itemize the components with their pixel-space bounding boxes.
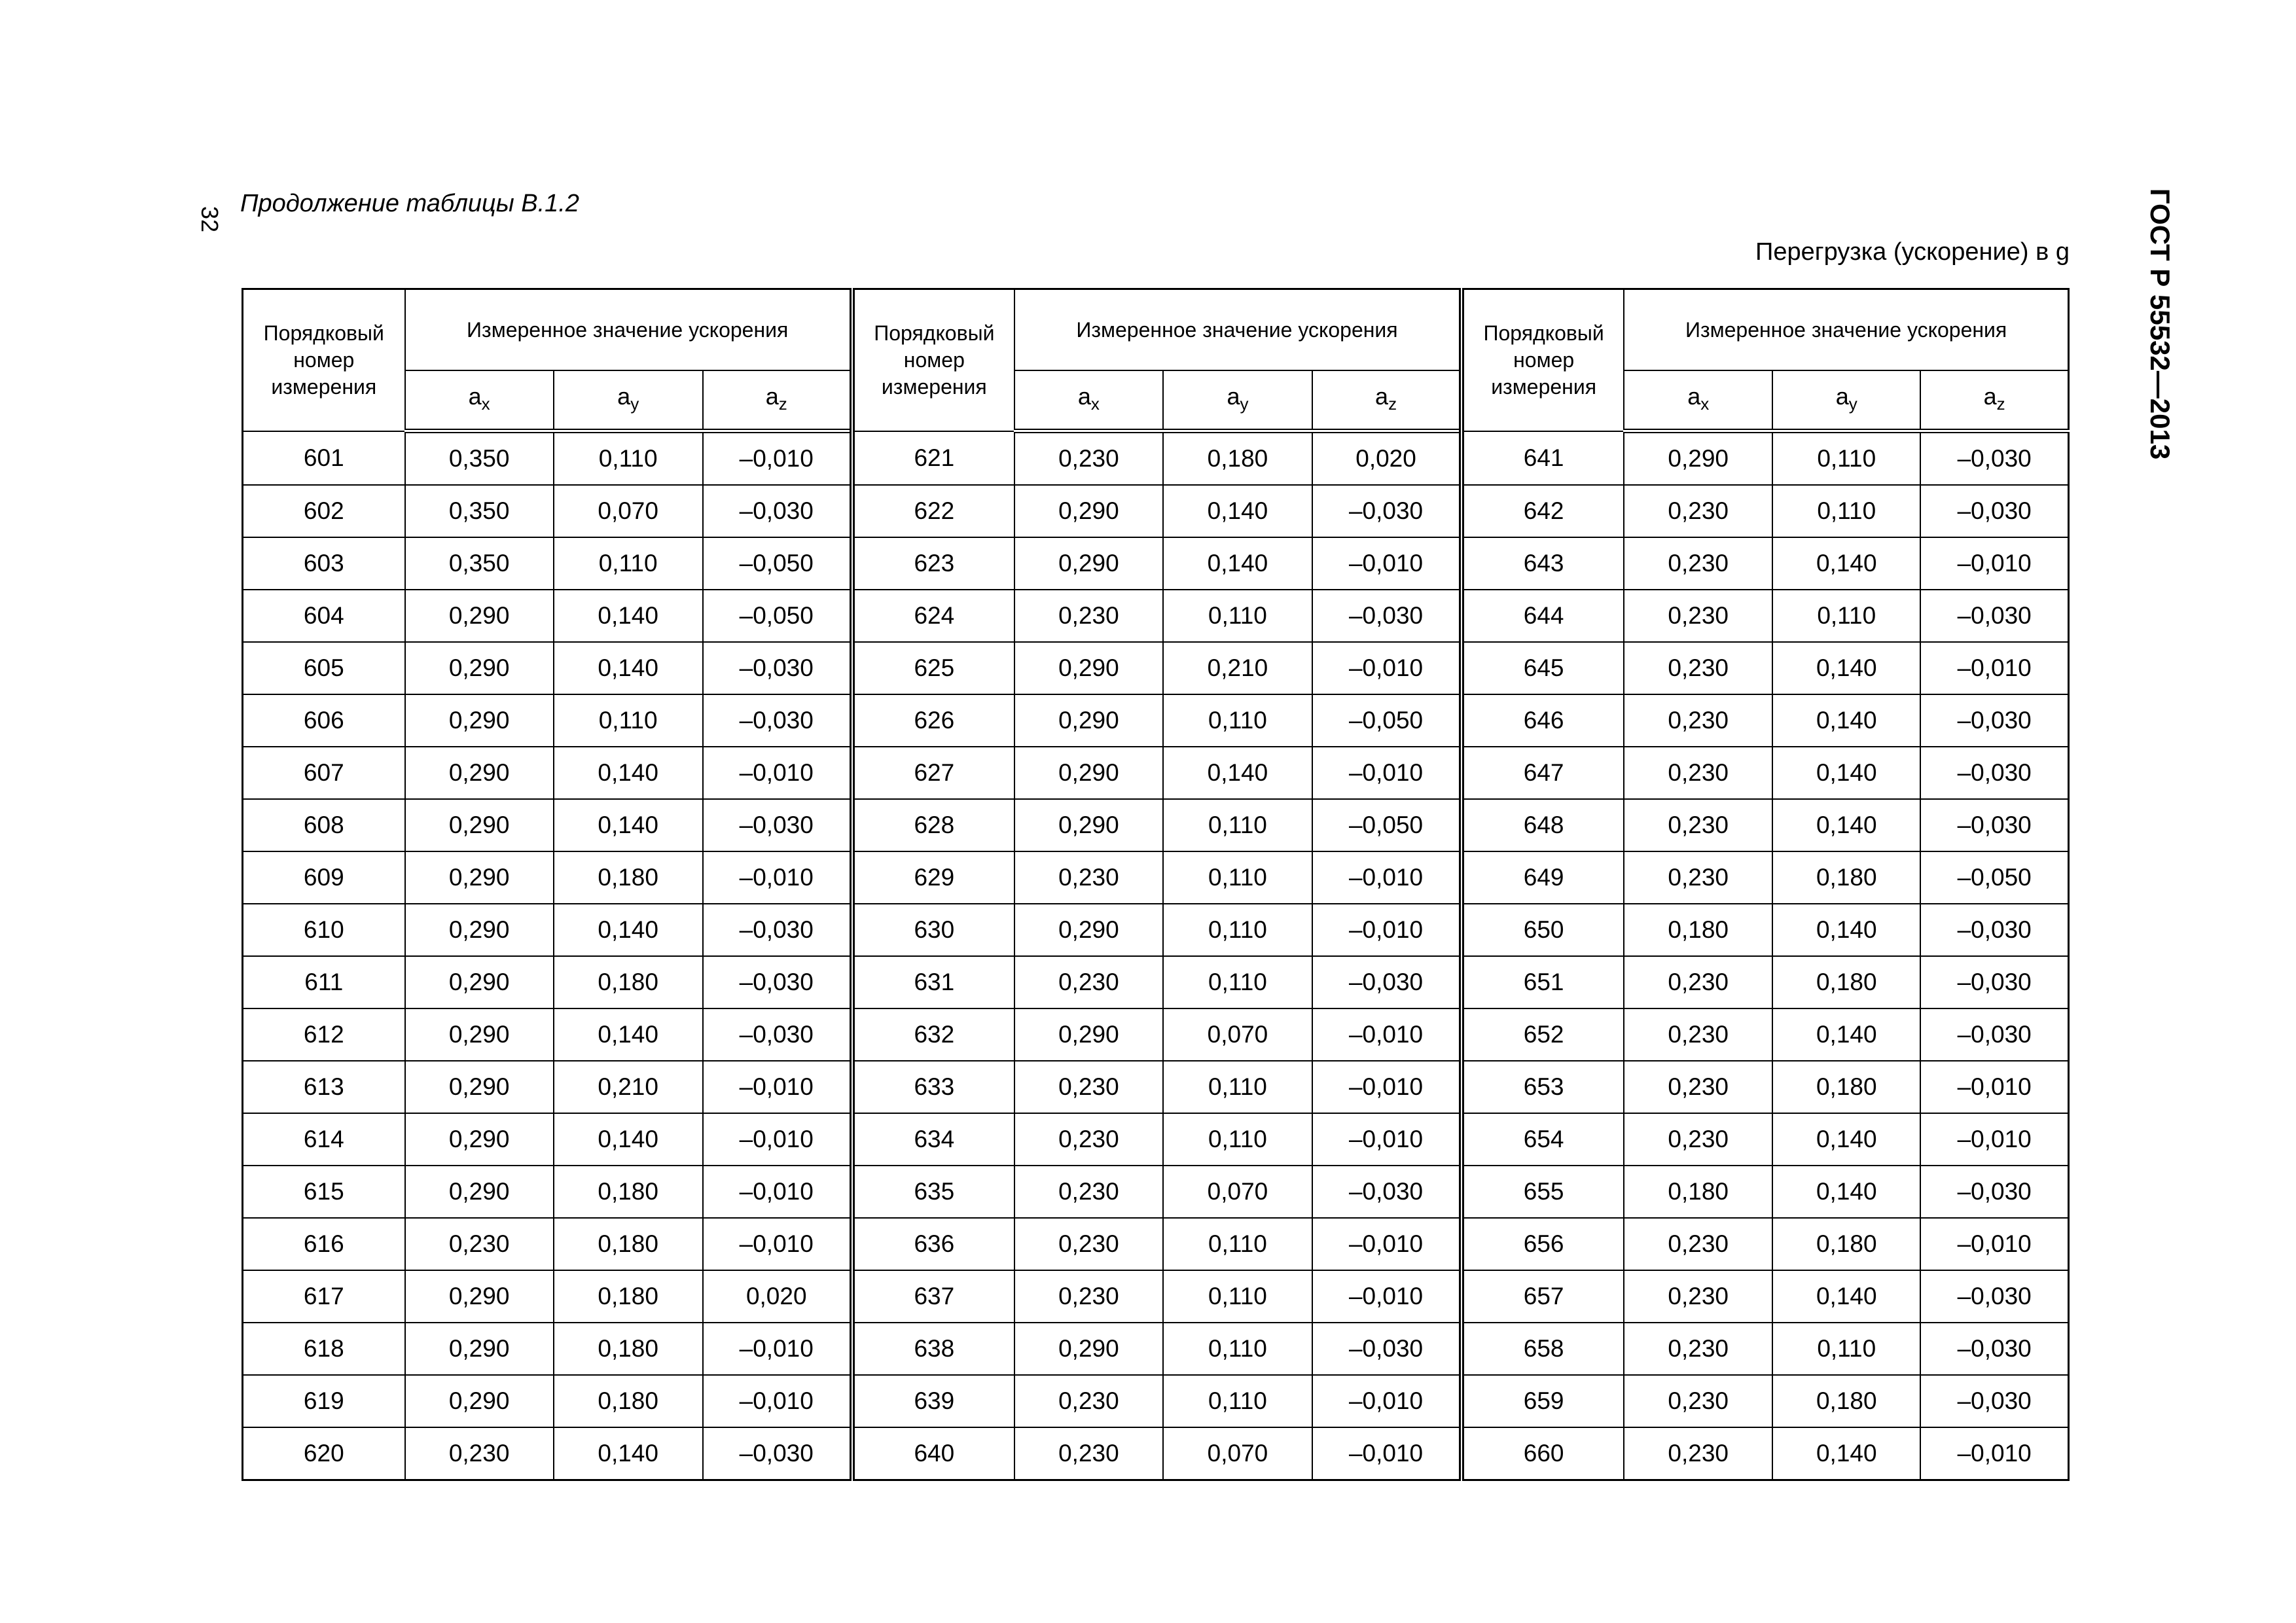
cell-serial-number: 634	[852, 1113, 1014, 1166]
cell-ay: 0,140	[554, 590, 703, 642]
cell-ax: 0,180	[1624, 904, 1772, 956]
header-measured-value: Измеренное значение ускорения	[405, 289, 852, 371]
cell-az: –0,030	[1920, 1375, 2068, 1427]
cell-serial-number: 650	[1462, 904, 1624, 956]
cell-az: –0,010	[1920, 1427, 2068, 1480]
cell-az: –0,030	[1920, 694, 2068, 747]
cell-az: –0,010	[703, 747, 852, 799]
cell-serial-number: 615	[243, 1166, 405, 1218]
cell-az: –0,030	[1920, 956, 2068, 1008]
cell-ay: 0,140	[1772, 642, 1920, 694]
cell-ax: 0,230	[1014, 431, 1163, 486]
header-ay: $a_y$	[554, 370, 703, 431]
cell-ax: 0,230	[1014, 590, 1163, 642]
cell-az: –0,010	[1312, 1061, 1462, 1113]
cell-az: –0,010	[1312, 1427, 1462, 1480]
cell-serial-number: 651	[1462, 956, 1624, 1008]
cell-ay: 0,110	[1772, 431, 1920, 486]
cell-ay: 0,180	[554, 1166, 703, 1218]
cell-az: –0,030	[703, 485, 852, 537]
cell-serial-number: 617	[243, 1270, 405, 1323]
cell-serial-number: 607	[243, 747, 405, 799]
cell-ax: 0,290	[405, 1270, 554, 1323]
cell-ay: 0,210	[1163, 642, 1312, 694]
cell-ay: 0,110	[1772, 590, 1920, 642]
cell-serial-number: 652	[1462, 1008, 1624, 1061]
cell-ax: 0,230	[1624, 485, 1772, 537]
header-ax: $a_x$	[1014, 370, 1163, 431]
cell-az: –0,030	[703, 642, 852, 694]
cell-az: –0,050	[1312, 694, 1462, 747]
header-serial-number: Порядковый номер измерения	[852, 289, 1014, 431]
cell-serial-number: 612	[243, 1008, 405, 1061]
cell-ay: 0,110	[1163, 1061, 1312, 1113]
cell-az: –0,010	[703, 1218, 852, 1270]
cell-serial-number: 604	[243, 590, 405, 642]
cell-ax: 0,230	[405, 1427, 554, 1480]
cell-az: –0,010	[703, 1375, 852, 1427]
cell-az: –0,030	[1312, 1323, 1462, 1375]
cell-ax: 0,290	[1014, 642, 1163, 694]
cell-serial-number: 606	[243, 694, 405, 747]
cell-ax: 0,230	[1624, 1061, 1772, 1113]
cell-serial-number: 603	[243, 537, 405, 590]
cell-ay: 0,140	[554, 799, 703, 851]
cell-ax: 0,230	[1014, 1427, 1163, 1480]
cell-az: –0,030	[1920, 799, 2068, 851]
cell-ay: 0,070	[1163, 1427, 1312, 1480]
cell-ay: 0,140	[1772, 1113, 1920, 1166]
cell-serial-number: 633	[852, 1061, 1014, 1113]
cell-serial-number: 647	[1462, 747, 1624, 799]
cell-az: –0,010	[1312, 1113, 1462, 1166]
cell-ay: 0,140	[1163, 747, 1312, 799]
cell-ay: 0,110	[1163, 694, 1312, 747]
cell-ax: 0,230	[1624, 537, 1772, 590]
cell-ay: 0,210	[554, 1061, 703, 1113]
cell-serial-number: 622	[852, 485, 1014, 537]
cell-ax: 0,290	[1014, 694, 1163, 747]
cell-ay: 0,180	[1772, 956, 1920, 1008]
cell-ay: 0,140	[1772, 1008, 1920, 1061]
cell-ax: 0,230	[1624, 851, 1772, 904]
cell-ay: 0,110	[1772, 485, 1920, 537]
cell-az: –0,010	[1312, 642, 1462, 694]
cell-serial-number: 626	[852, 694, 1014, 747]
cell-az: –0,030	[1920, 431, 2068, 486]
cell-ax: 0,230	[1624, 1270, 1772, 1323]
cell-ax: 0,290	[405, 1008, 554, 1061]
cell-az: –0,050	[703, 537, 852, 590]
cell-ay: 0,140	[554, 1113, 703, 1166]
table-caption: Продолжение таблицы В.1.2	[240, 190, 579, 217]
cell-az: –0,010	[1312, 851, 1462, 904]
cell-serial-number: 637	[852, 1270, 1014, 1323]
cell-ax: 0,230	[1624, 1008, 1772, 1061]
header-ax: $a_x$	[405, 370, 554, 431]
header-ay: $a_y$	[1163, 370, 1312, 431]
cell-az: –0,010	[1920, 1113, 2068, 1166]
cell-serial-number: 605	[243, 642, 405, 694]
cell-ay: 0,110	[1163, 1375, 1312, 1427]
cell-serial-number: 616	[243, 1218, 405, 1270]
acceleration-table	[242, 288, 2070, 1481]
cell-ay: 0,180	[1772, 1218, 1920, 1270]
cell-ax: 0,290	[1014, 1323, 1163, 1375]
cell-az: –0,030	[703, 799, 852, 851]
cell-ay: 0,180	[554, 1323, 703, 1375]
cell-serial-number: 636	[852, 1218, 1014, 1270]
cell-serial-number: 649	[1462, 851, 1624, 904]
cell-ay: 0,180	[554, 1218, 703, 1270]
cell-az: –0,030	[1920, 1323, 2068, 1375]
cell-ax: 0,290	[1014, 485, 1163, 537]
cell-az: –0,010	[1920, 642, 2068, 694]
cell-az: 0,020	[1312, 431, 1462, 486]
table-row	[243, 956, 2069, 1008]
cell-ax: 0,290	[405, 851, 554, 904]
cell-az: –0,030	[1920, 1008, 2068, 1061]
cell-az: –0,030	[1920, 904, 2068, 956]
table-row	[243, 537, 2069, 590]
table-row	[243, 747, 2069, 799]
cell-ax: 0,230	[1624, 642, 1772, 694]
cell-az: –0,010	[1312, 904, 1462, 956]
cell-ax: 0,290	[405, 1375, 554, 1427]
cell-ax: 0,230	[1014, 1166, 1163, 1218]
cell-serial-number: 638	[852, 1323, 1014, 1375]
cell-ay: 0,110	[554, 537, 703, 590]
cell-serial-number: 619	[243, 1375, 405, 1427]
cell-ay: 0,140	[1163, 485, 1312, 537]
cell-ax: 0,290	[1014, 799, 1163, 851]
cell-serial-number: 645	[1462, 642, 1624, 694]
table-header	[243, 289, 2069, 431]
table-row	[243, 851, 2069, 904]
cell-ax: 0,290	[1014, 537, 1163, 590]
cell-ax: 0,290	[405, 1061, 554, 1113]
cell-az: –0,030	[1312, 1166, 1462, 1218]
cell-ay: 0,110	[1163, 956, 1312, 1008]
cell-ax: 0,290	[405, 590, 554, 642]
cell-ay: 0,140	[1772, 1270, 1920, 1323]
cell-az: –0,030	[1920, 590, 2068, 642]
cell-ax: 0,230	[1624, 1427, 1772, 1480]
cell-serial-number: 659	[1462, 1375, 1624, 1427]
cell-ay: 0,180	[1772, 851, 1920, 904]
table-row	[243, 1270, 2069, 1323]
cell-ay: 0,180	[1163, 431, 1312, 486]
cell-ay: 0,180	[1772, 1375, 1920, 1427]
cell-az: –0,010	[703, 1061, 852, 1113]
cell-az: –0,010	[1312, 1270, 1462, 1323]
table-row	[243, 1427, 2069, 1480]
cell-ay: 0,110	[1163, 590, 1312, 642]
cell-az: –0,010	[1312, 537, 1462, 590]
cell-ax: 0,350	[405, 485, 554, 537]
page-number: 32	[196, 205, 223, 233]
cell-az: –0,010	[1312, 1375, 1462, 1427]
table-row	[243, 1008, 2069, 1061]
cell-ax: 0,350	[405, 431, 554, 486]
cell-serial-number: 627	[852, 747, 1014, 799]
cell-az: –0,030	[703, 904, 852, 956]
cell-serial-number: 655	[1462, 1166, 1624, 1218]
cell-ay: 0,140	[1163, 537, 1312, 590]
cell-az: –0,010	[1920, 1218, 2068, 1270]
cell-ax: 0,290	[405, 1323, 554, 1375]
cell-serial-number: 635	[852, 1166, 1014, 1218]
cell-serial-number: 656	[1462, 1218, 1624, 1270]
cell-ax: 0,230	[1014, 1218, 1163, 1270]
cell-ay: 0,110	[1163, 1270, 1312, 1323]
cell-serial-number: 643	[1462, 537, 1624, 590]
cell-ax: 0,290	[1624, 431, 1772, 486]
cell-ay: 0,110	[1163, 799, 1312, 851]
cell-ax: 0,290	[1014, 904, 1163, 956]
units-note: Перегрузка (ускорение) в g	[1755, 238, 2070, 266]
cell-az: –0,050	[1312, 799, 1462, 851]
cell-ax: 0,230	[1624, 956, 1772, 1008]
cell-az: –0,030	[703, 1008, 852, 1061]
cell-ax: 0,230	[1624, 590, 1772, 642]
cell-ay: 0,140	[554, 904, 703, 956]
cell-az: –0,010	[703, 851, 852, 904]
cell-az: –0,030	[1312, 956, 1462, 1008]
cell-serial-number: 642	[1462, 485, 1624, 537]
cell-serial-number: 618	[243, 1323, 405, 1375]
cell-serial-number: 609	[243, 851, 405, 904]
cell-ax: 0,230	[1014, 851, 1163, 904]
table-body	[243, 431, 2069, 1480]
cell-az: –0,050	[1920, 851, 2068, 904]
cell-ay: 0,110	[1772, 1323, 1920, 1375]
header-az: $a_z$	[1920, 370, 2068, 431]
cell-serial-number: 644	[1462, 590, 1624, 642]
standard-designation: ГОСТ Р 55532—2013	[2145, 188, 2176, 460]
cell-ay: 0,070	[1163, 1166, 1312, 1218]
table-row	[243, 1166, 2069, 1218]
cell-serial-number: 648	[1462, 799, 1624, 851]
cell-ay: 0,140	[554, 642, 703, 694]
cell-serial-number: 628	[852, 799, 1014, 851]
cell-ay: 0,140	[1772, 537, 1920, 590]
cell-az: –0,010	[1920, 1061, 2068, 1113]
cell-ay: 0,140	[1772, 904, 1920, 956]
cell-az: –0,030	[1920, 747, 2068, 799]
cell-ay: 0,180	[554, 956, 703, 1008]
cell-serial-number: 646	[1462, 694, 1624, 747]
table-row	[243, 1061, 2069, 1113]
table-row	[243, 590, 2069, 642]
cell-ax: 0,230	[1014, 1375, 1163, 1427]
cell-ax: 0,290	[405, 904, 554, 956]
cell-serial-number: 660	[1462, 1427, 1624, 1480]
cell-serial-number: 625	[852, 642, 1014, 694]
cell-ax: 0,230	[1624, 799, 1772, 851]
cell-ay: 0,140	[1772, 694, 1920, 747]
cell-az: –0,030	[1312, 590, 1462, 642]
cell-ax: 0,290	[405, 799, 554, 851]
cell-serial-number: 630	[852, 904, 1014, 956]
cell-az: –0,010	[1312, 1008, 1462, 1061]
cell-ax: 0,290	[405, 694, 554, 747]
cell-serial-number: 623	[852, 537, 1014, 590]
header-az: $a_z$	[703, 370, 852, 431]
cell-az: –0,010	[1312, 1218, 1462, 1270]
cell-ax: 0,230	[405, 1218, 554, 1270]
cell-ax: 0,230	[1624, 1375, 1772, 1427]
table-row	[243, 1323, 2069, 1375]
cell-ay: 0,180	[554, 851, 703, 904]
cell-ax: 0,230	[1014, 1270, 1163, 1323]
cell-ay: 0,180	[554, 1375, 703, 1427]
cell-ay: 0,180	[1772, 1061, 1920, 1113]
cell-ay: 0,070	[554, 485, 703, 537]
cell-serial-number: 602	[243, 485, 405, 537]
cell-az: –0,010	[1920, 537, 2068, 590]
cell-ax: 0,230	[1014, 956, 1163, 1008]
table-row	[243, 1218, 2069, 1270]
cell-ay: 0,110	[554, 431, 703, 486]
header-az: $a_z$	[1312, 370, 1462, 431]
cell-serial-number: 611	[243, 956, 405, 1008]
table-row	[243, 642, 2069, 694]
cell-serial-number: 621	[852, 431, 1014, 486]
cell-serial-number: 632	[852, 1008, 1014, 1061]
cell-ax: 0,230	[1624, 1218, 1772, 1270]
cell-az: –0,030	[1920, 485, 2068, 537]
cell-az: –0,010	[703, 431, 852, 486]
standard-label	[2145, 187, 2175, 461]
cell-serial-number: 641	[1462, 431, 1624, 486]
header-serial-number: Порядковый номер измерения	[1462, 289, 1624, 431]
table-row	[243, 485, 2069, 537]
cell-serial-number: 631	[852, 956, 1014, 1008]
cell-ax: 0,230	[1624, 1113, 1772, 1166]
cell-serial-number: 610	[243, 904, 405, 956]
cell-serial-number: 654	[1462, 1113, 1624, 1166]
table-row	[243, 1113, 2069, 1166]
cell-serial-number: 639	[852, 1375, 1014, 1427]
cell-ay: 0,070	[1163, 1008, 1312, 1061]
cell-serial-number: 601	[243, 431, 405, 486]
cell-ay: 0,140	[554, 747, 703, 799]
header-serial-number: Порядковый номер измерения	[243, 289, 405, 431]
cell-ay: 0,110	[554, 694, 703, 747]
cell-ax: 0,230	[1014, 1113, 1163, 1166]
table-row	[243, 904, 2069, 956]
cell-ax: 0,290	[1014, 1008, 1163, 1061]
cell-ay: 0,140	[554, 1427, 703, 1480]
cell-ax: 0,230	[1624, 747, 1772, 799]
cell-az: –0,010	[703, 1113, 852, 1166]
table-row	[243, 694, 2069, 747]
cell-ax: 0,350	[405, 537, 554, 590]
cell-az: –0,030	[703, 1427, 852, 1480]
cell-ay: 0,110	[1163, 904, 1312, 956]
cell-az: –0,050	[703, 590, 852, 642]
cell-serial-number: 629	[852, 851, 1014, 904]
cell-serial-number: 653	[1462, 1061, 1624, 1113]
cell-az: –0,010	[703, 1166, 852, 1218]
cell-serial-number: 608	[243, 799, 405, 851]
cell-az: –0,030	[1312, 485, 1462, 537]
cell-ax: 0,290	[1014, 747, 1163, 799]
table-row	[243, 799, 2069, 851]
cell-serial-number: 620	[243, 1427, 405, 1480]
header-measured-value: Измеренное значение ускорения	[1014, 289, 1462, 371]
cell-serial-number: 624	[852, 590, 1014, 642]
cell-ax: 0,290	[405, 956, 554, 1008]
cell-az: 0,020	[703, 1270, 852, 1323]
cell-serial-number: 658	[1462, 1323, 1624, 1375]
cell-az: –0,030	[703, 956, 852, 1008]
header-measured-value: Измеренное значение ускорения	[1624, 289, 2068, 371]
cell-ay: 0,140	[1772, 799, 1920, 851]
cell-az: –0,010	[1312, 747, 1462, 799]
cell-ax: 0,290	[405, 1166, 554, 1218]
cell-ay: 0,110	[1163, 851, 1312, 904]
table-row	[243, 1375, 2069, 1427]
cell-ay: 0,140	[1772, 747, 1920, 799]
cell-ay: 0,140	[1772, 1166, 1920, 1218]
cell-ax: 0,230	[1624, 1323, 1772, 1375]
cell-serial-number: 640	[852, 1427, 1014, 1480]
cell-serial-number: 613	[243, 1061, 405, 1113]
table-row	[243, 431, 2069, 486]
cell-ax: 0,230	[1014, 1061, 1163, 1113]
cell-ay: 0,110	[1163, 1323, 1312, 1375]
header-ax: $a_x$	[1624, 370, 1772, 431]
cell-ay: 0,110	[1163, 1218, 1312, 1270]
cell-ax: 0,290	[405, 1113, 554, 1166]
cell-az: –0,010	[703, 1323, 852, 1375]
cell-ay: 0,110	[1163, 1113, 1312, 1166]
cell-ax: 0,180	[1624, 1166, 1772, 1218]
cell-ax: 0,290	[405, 747, 554, 799]
cell-az: –0,030	[1920, 1270, 2068, 1323]
cell-ay: 0,140	[554, 1008, 703, 1061]
cell-ay: 0,180	[554, 1270, 703, 1323]
cell-serial-number: 614	[243, 1113, 405, 1166]
header-ay: $a_y$	[1772, 370, 1920, 431]
cell-serial-number: 657	[1462, 1270, 1624, 1323]
cell-az: –0,030	[703, 694, 852, 747]
cell-ay: 0,140	[1772, 1427, 1920, 1480]
cell-ax: 0,230	[1624, 694, 1772, 747]
cell-az: –0,030	[1920, 1166, 2068, 1218]
cell-ax: 0,290	[405, 642, 554, 694]
